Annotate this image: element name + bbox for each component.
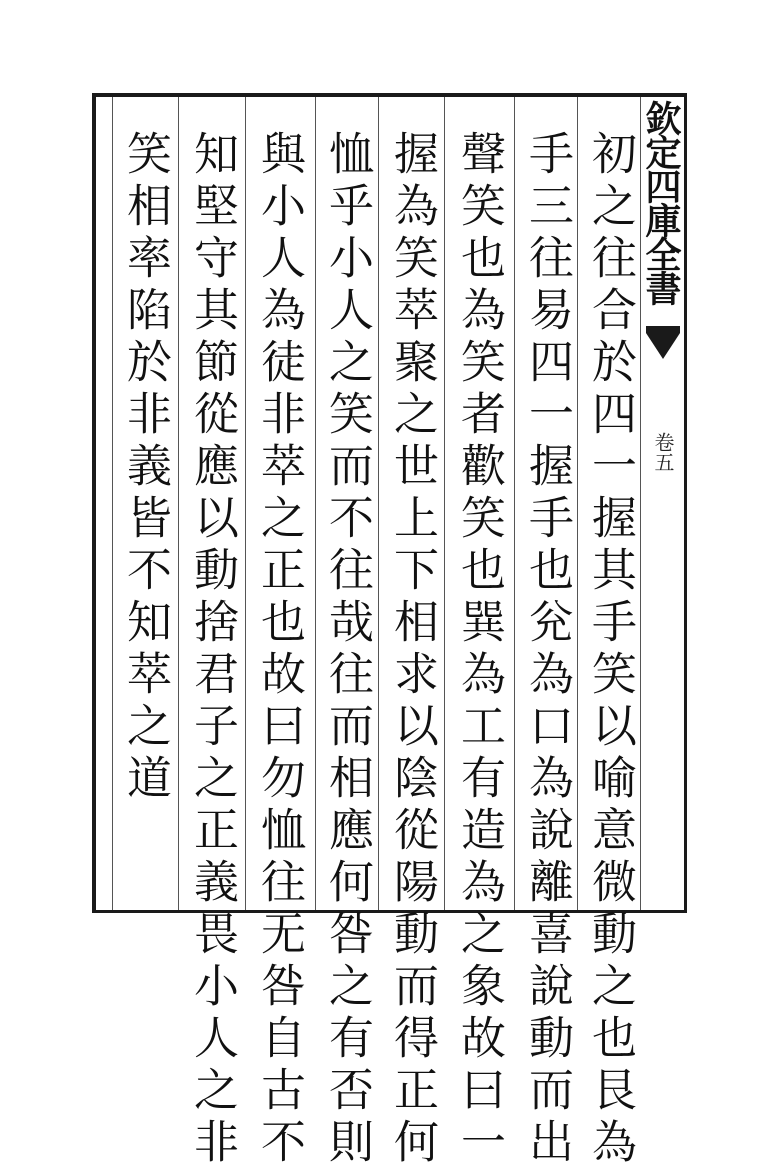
volume-label: 卷五 (651, 432, 675, 472)
text-column-2: 手三往易四一握手也兊為口為說離喜說動而出 (521, 130, 574, 1170)
text-column-7: 知堅守其節從應以動捨君子之正義畏小人之非 (186, 130, 239, 1170)
text-column-8: 笑相率陷於非義皆不知萃之道 (119, 130, 172, 806)
frame-right-border (684, 93, 687, 913)
collection-title: 欽定四庫全書 (640, 100, 682, 304)
column-rule (178, 97, 179, 910)
text-column-1: 初之往合於四一握其手笑以喻意微動之也艮為 (584, 130, 637, 1170)
column-rule (444, 97, 445, 910)
fishtail-mark (646, 333, 680, 359)
text-column-6: 與小人為徒非萃之正也故曰勿恤往无咎自古不 (253, 130, 306, 1170)
column-rule (577, 97, 578, 910)
text-column-3: 聲笑也為笑者歡笑也巽為工有造為之象故曰一 (453, 130, 506, 1170)
column-rule (245, 97, 246, 910)
column-rule (378, 97, 379, 910)
fishtail-bar (646, 326, 680, 333)
column-rule (514, 97, 515, 910)
text-column-4: 握為笑萃聚之世上下相求以陰從陽動而得正何 (386, 130, 439, 1170)
column-rule (315, 97, 316, 910)
column-rule (112, 97, 113, 910)
text-column-5: 恤乎小人之笑而不往哉往而相應何咎之有否則 (321, 130, 374, 1170)
